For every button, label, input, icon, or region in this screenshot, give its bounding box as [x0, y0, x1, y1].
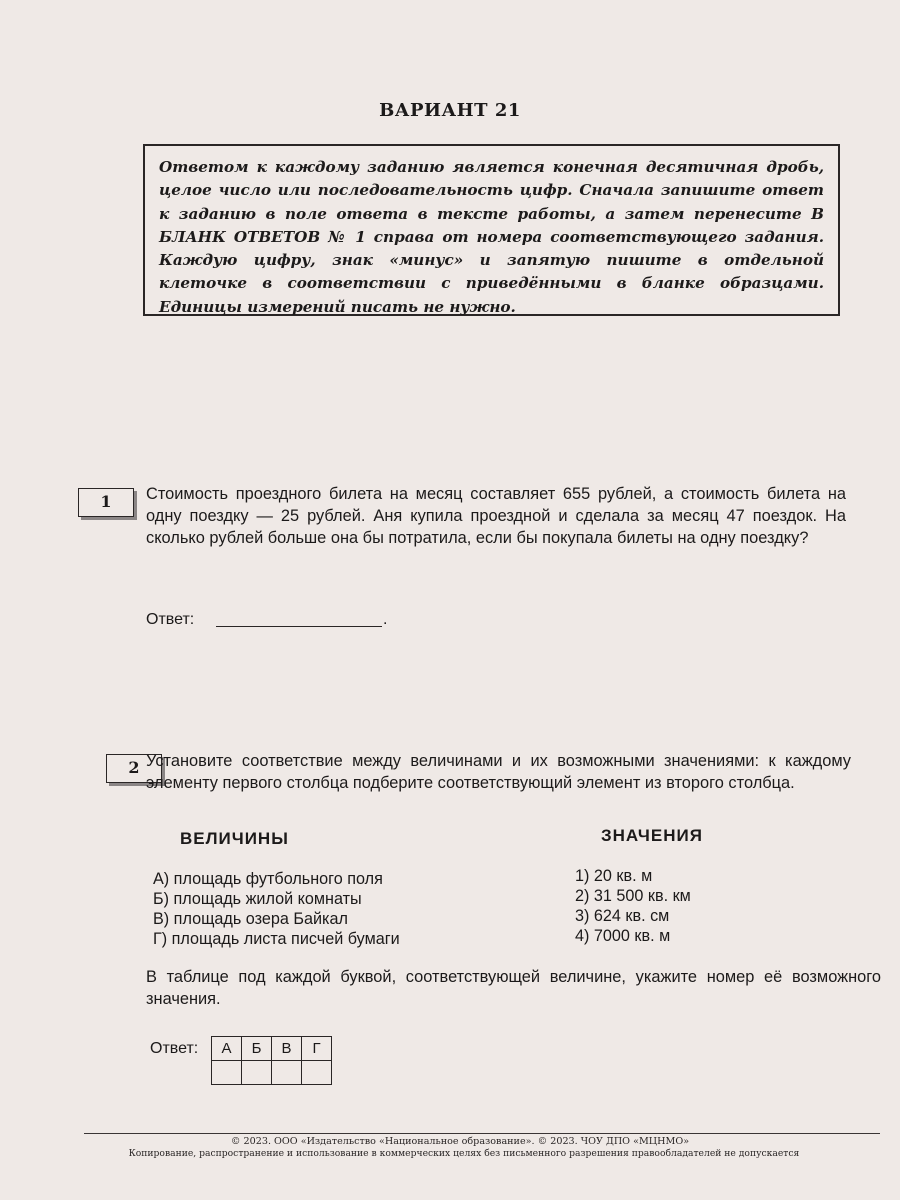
values-list: [575, 866, 691, 946]
task-1-text: Стоимость проездного билета на месяц составляет 655 рублей, а стоимость билета на одну поездку — 25 рублей. Аня купила проездной и сделала за месяц 47 поездок. На сколько рублей больше она бы потратила, если бы покупала билеты на одну поездку?: [146, 485, 846, 547]
task-1-number: 1: [78, 488, 134, 517]
answer-table-header: Г: [302, 1037, 332, 1061]
task-1-answer-line[interactable]: [216, 626, 382, 627]
answer-table-header: В: [272, 1037, 302, 1061]
value-item: 1) 20 кв. м: [575, 867, 653, 885]
footer-copyright: © 2023. ООО «Издательство «Национальное образование». © 2023. ЧОУ ДПО «МЦНМО»: [230, 1136, 690, 1147]
footer-divider: [84, 1133, 880, 1134]
task-2-text: Установите соответствие между величинами и их возможными значениями: к каждому элементу первого столбца подберите соответствующий элемент из второго столбца.: [146, 752, 851, 792]
answer-table-cell[interactable]: [212, 1061, 242, 1085]
value-item: 3) 624 кв. см: [575, 907, 670, 925]
value-item: 4) 7000 кв. м: [575, 927, 671, 945]
answer-table-header: Б: [242, 1037, 272, 1061]
answer-table-cell[interactable]: [272, 1061, 302, 1085]
quantities-header: ВЕЛИЧИНЫ: [180, 829, 289, 848]
task-2-note: В таблице под каждой буквой, соответствующей величине, укажите номер её возможного значения.: [146, 968, 881, 1008]
task-1-answer-label: Ответ:: [146, 611, 195, 628]
quantity-item: А) площадь футбольного поля: [153, 870, 383, 888]
quantities-list: [153, 869, 400, 949]
task-2-answer-label: Ответ:: [150, 1040, 199, 1057]
answer-table-cell[interactable]: [302, 1061, 332, 1085]
value-item: 2) 31 500 кв. км: [575, 887, 691, 905]
quantity-item: В) площадь озера Байкал: [153, 910, 348, 928]
task-2-answer-table: [211, 1036, 332, 1085]
variant-title: ВАРИАНТ 21: [379, 100, 521, 121]
footer-notice: Копирование, распространение и использование в коммерческих целях без письменного разрешения правообладателей не допускается: [128, 1148, 800, 1159]
task-1-answer-end: .: [383, 611, 388, 628]
task-2-number: 2: [106, 754, 162, 783]
quantity-item: Г) площадь листа писчей бумаги: [153, 930, 400, 948]
quantity-item: Б) площадь жилой комнаты: [153, 890, 362, 908]
instructions-box: [143, 144, 840, 316]
instructions-text: Ответом к каждому заданию является конечная десятичная дробь, целое число или последовательность цифр. Сначала запишите ответ к заданию в поле ответа в тексте работы, а затем перенесите В БЛАНК ОТВЕТОВ № 1 справа от номера соответствующего задания. Каждую цифру, знак «минус» и запятую пишите в отдельной клеточке в соответствии с приведёнными в бланке образцами. Единицы измерений писать не нужно.: [159, 158, 824, 316]
values-header: ЗНАЧЕНИЯ: [601, 826, 703, 845]
answer-table-header: А: [212, 1037, 242, 1061]
answer-table-cell[interactable]: [242, 1061, 272, 1085]
